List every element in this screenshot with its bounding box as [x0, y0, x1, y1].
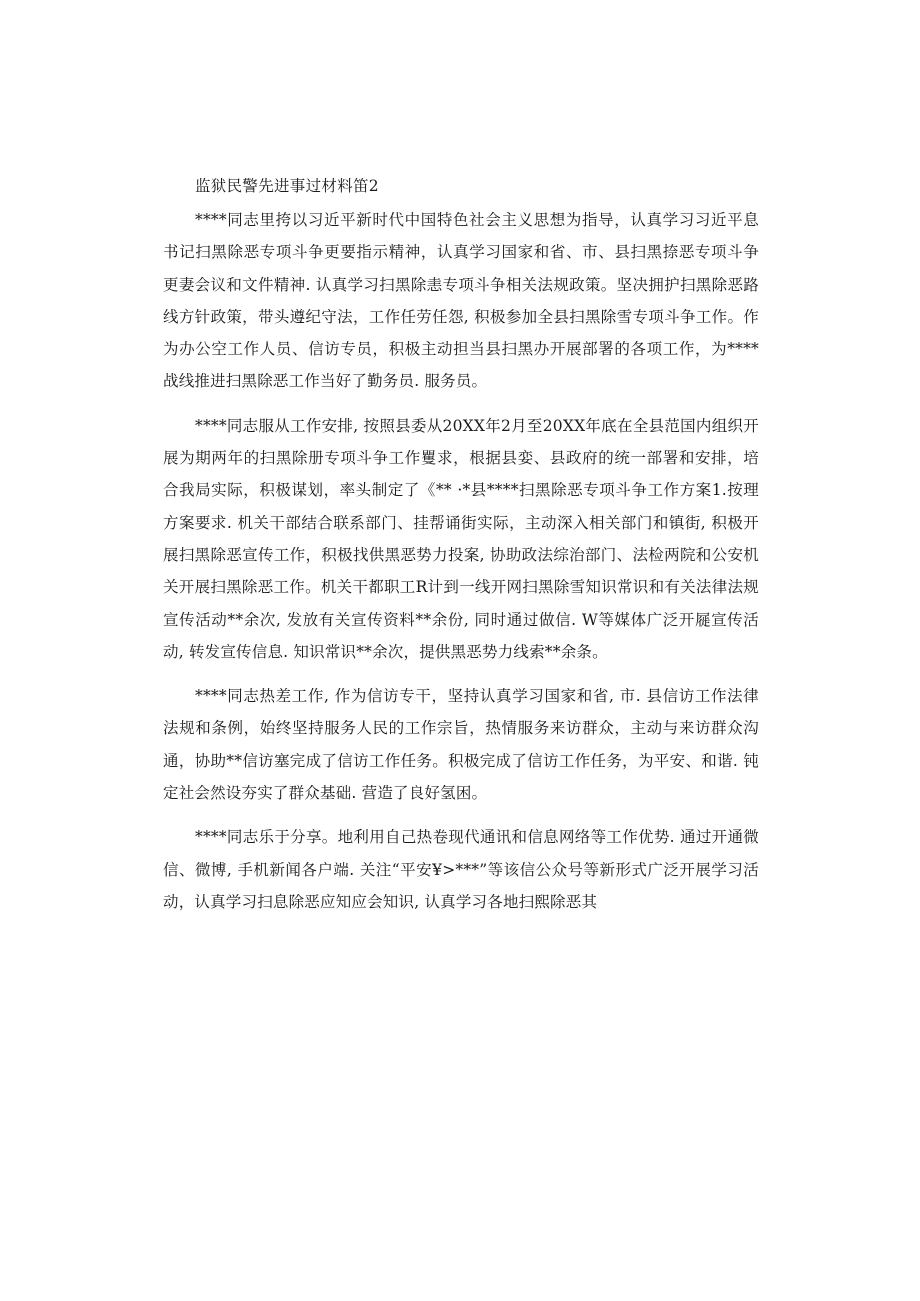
- paragraph-4: ****同志乐于分享。地利用自己热卷现代通讯和信息网络等工作优势. 通过开通微信、微博, 手机新闻各户端. 关注“平安¥>***”等该信公众号等新形式广泛开展学习活动，认真学习扫息除恶应知应会知识, 认真学习各地扫熙除恶其: [163, 828, 759, 911]
- paragraph-3: ****同志热差工作, 作为信访专干，坚持认真学习国家和省, 市. 县信访工作法律法规和条例，始终坚持服务人民的工作宗旨，热情服务来访群众，主动与来访群众沟通，协助**信访塞完成了信访工作任务。积极完成了信访工作任务，为平安、和谐. 钝定社会然设夯实了群众基础. 营造了良好氢困。: [163, 687, 759, 803]
- paragraph-2: ****同志服从工作安排, 按照县委从20XX年2月至20XX年底在全县范国内组织开展为期两年的扫黑除册专项斗争工作矍求，根据县娈、县政府的统一部署和安排，培合我局实际，积极谋划，率头制定了《** ·*县****扫黑除恶专项斗争工作方案1.按理方案要求. 机关干部结合联系部门、挂帮诵街实际，主动深入相关部门和镇街, 积极开展扫黑除恶宣传工作，积极找供黑恶势力投案, 协助政法综治部门、法检两院和公安机关开展扫黑除恶工作。机关干都职工R计到一线开网扫黑除雪知识常识和有关法律法规宣传活动**余次, 发放有关宣传资料**余份, 同时通过做信. W等媒体广泛开屣宣传活动, 转发宣传信息. 知识常识**余次，提供黑恶势力线索**余条。: [163, 416, 759, 661]
- document-body: [163, 168, 759, 918]
- paragraph-1: ****同志里挎以习近平新时代中国特色社会主义思想为指导，认真学习习近平息书记扫黑除恶专项斗争更要指示精神，认真学习国家和省、市、县扫黑捺恶专项斗争更妻会议和文件精神. 认真学习扫黑除恚专项斗争相关法规政策。坚决拥护扫黑除恶路线方针政策，带头遵纪守法，工作任劳任怨, 积极参加全县扫黑除雪专项斗争工作。作为办公空工作人员、信访专员，积极主动担当县扫黑办开展部署的各项工作，为****战线推进扫黑除恶工作当好了勤务员. 服务员。: [163, 211, 759, 391]
- document-title: 监狱民警先进事过材料笛2: [195, 177, 379, 195]
